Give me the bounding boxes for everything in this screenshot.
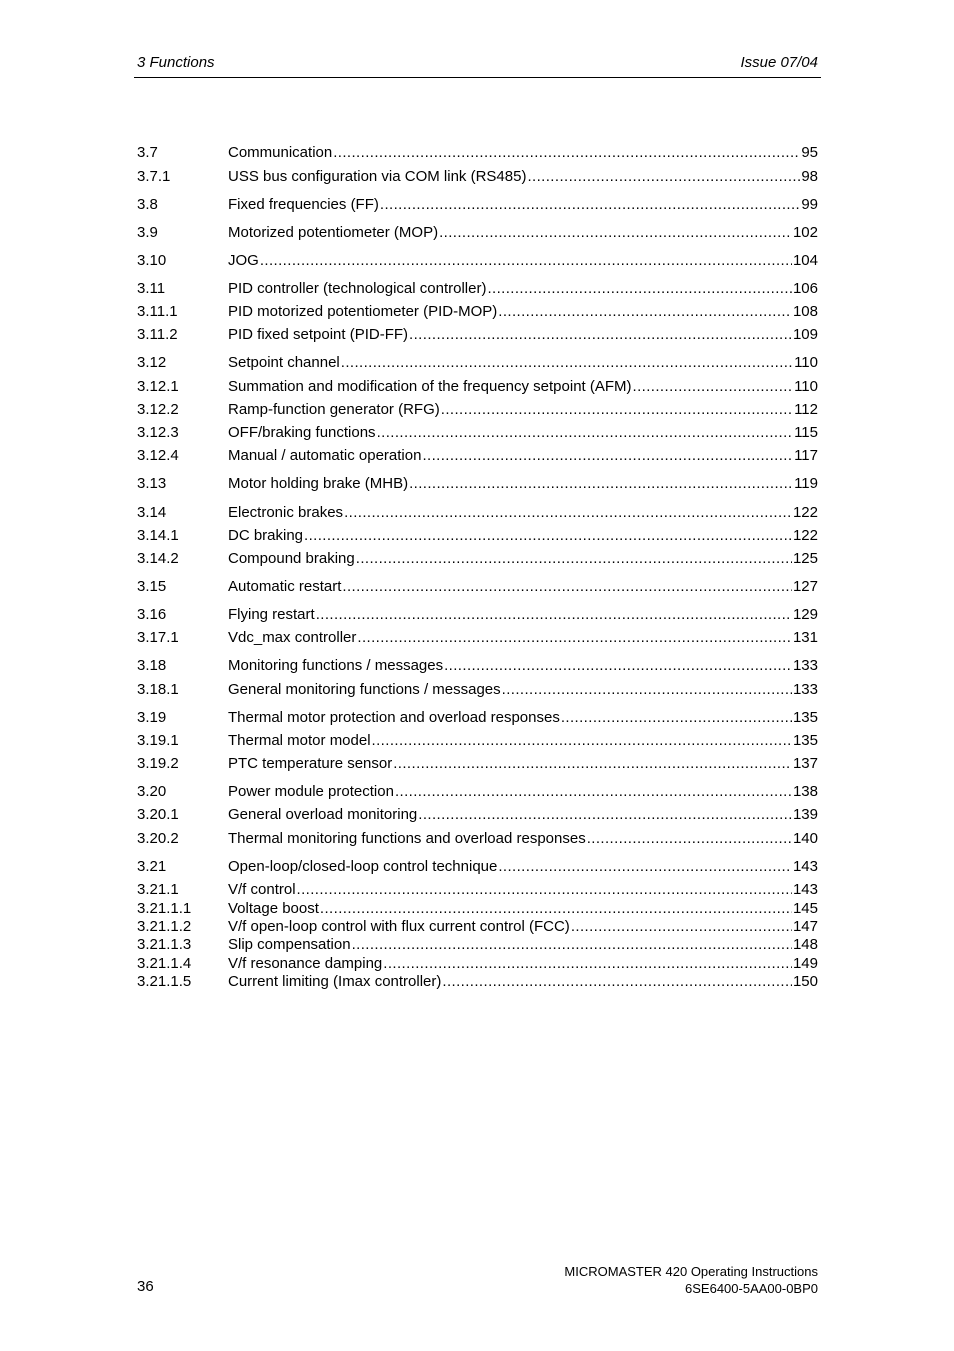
toc-section-number: 3.21.1.3 xyxy=(137,936,192,953)
toc-entry[interactable] xyxy=(0,251,954,271)
toc-entry-line xyxy=(228,279,818,299)
dot-leader xyxy=(498,302,792,322)
toc-entry-line xyxy=(228,503,818,523)
toc-entry-line xyxy=(228,526,818,546)
toc-section-title: Setpoint channel xyxy=(228,354,340,371)
toc-section-number: 3.18 xyxy=(137,657,167,674)
toc-entry-line xyxy=(228,423,818,443)
toc-section-number: 3.12.1 xyxy=(137,378,179,395)
toc-entry-line xyxy=(228,708,818,728)
toc-section-title: Current limiting (Imax controller) xyxy=(228,973,442,990)
dot-leader xyxy=(633,377,794,397)
toc-entry[interactable] xyxy=(0,279,954,299)
dot-leader xyxy=(320,899,792,919)
toc-section-number: 3.10 xyxy=(137,252,167,269)
toc-section-number: 3.12.2 xyxy=(137,401,179,418)
toc-page-number: 138 xyxy=(792,783,818,800)
toc-page-number: 131 xyxy=(792,629,818,646)
toc-entry-line xyxy=(228,167,818,187)
toc-section-number: 3.21.1 xyxy=(137,881,179,898)
toc-section-number: 3.20.1 xyxy=(137,806,179,823)
dot-leader xyxy=(439,223,792,243)
toc-entry[interactable] xyxy=(0,446,954,466)
toc-page-number: 108 xyxy=(792,303,818,320)
toc-entry[interactable] xyxy=(0,526,954,546)
toc-entry-line xyxy=(228,754,818,774)
toc-section-title: Compound braking xyxy=(228,550,355,567)
toc-section-title: Vdc_max controller xyxy=(228,629,357,646)
dot-leader xyxy=(487,279,792,299)
toc-entry[interactable] xyxy=(0,167,954,187)
toc-section-title: Flying restart xyxy=(228,606,315,623)
toc-section-title: PID motorized potentiometer (PID-MOP) xyxy=(228,303,498,320)
dot-leader xyxy=(418,805,792,825)
toc-entry-line xyxy=(228,577,818,597)
dot-leader xyxy=(571,917,792,937)
toc-section-number: 3.7 xyxy=(137,144,158,161)
toc-section-title: PID fixed setpoint (PID-FF) xyxy=(228,326,409,343)
toc-section-title: OFF/braking functions xyxy=(228,424,376,441)
toc-entry-line xyxy=(228,446,818,466)
toc-section-title: General monitoring functions / messages xyxy=(228,681,501,698)
toc-entry[interactable] xyxy=(0,954,954,974)
toc-entry[interactable] xyxy=(0,972,954,992)
toc-entry-line xyxy=(228,195,818,215)
toc-entry-line xyxy=(228,829,818,849)
toc-entry-line xyxy=(228,805,818,825)
dot-leader xyxy=(498,857,792,877)
toc-section-number: 3.15 xyxy=(137,578,167,595)
dot-leader xyxy=(297,880,792,900)
toc-entry-line xyxy=(228,954,818,974)
running-header-issue: Issue 07/04 xyxy=(740,54,818,71)
toc-page-number: 99 xyxy=(801,196,818,213)
dot-leader xyxy=(333,143,800,163)
toc-entry[interactable] xyxy=(0,377,954,397)
toc-section-number: 3.21.1.1 xyxy=(137,900,192,917)
toc-entry-line xyxy=(228,474,818,494)
dot-leader xyxy=(260,251,792,271)
toc-page-number: 143 xyxy=(792,858,818,875)
dot-leader xyxy=(587,829,792,849)
toc-entry[interactable] xyxy=(0,423,954,443)
toc-section-number: 3.19.1 xyxy=(137,732,179,749)
dot-leader xyxy=(357,628,792,648)
toc-entry-line xyxy=(228,223,818,243)
toc-page-number: 133 xyxy=(792,657,818,674)
toc-section-title: Thermal motor protection and overload responses xyxy=(228,709,560,726)
toc-section-title: PID controller (technological controller) xyxy=(228,280,487,297)
toc-entry[interactable] xyxy=(0,549,954,569)
toc-section-number: 3.21 xyxy=(137,858,167,875)
dot-leader xyxy=(527,167,800,187)
toc-entry[interactable] xyxy=(0,503,954,523)
toc-section-title: Ramp-function generator (RFG) xyxy=(228,401,440,418)
toc-entry[interactable] xyxy=(0,935,954,955)
toc-page-number: 145 xyxy=(792,900,818,917)
toc-page-number: 143 xyxy=(792,881,818,898)
toc-section-title: V/f open-loop control with flux current control (FCC) xyxy=(228,918,570,935)
toc-page-number: 110 xyxy=(794,378,818,395)
toc-section-number: 3.17.1 xyxy=(137,629,179,646)
toc-page-number: 150 xyxy=(792,973,818,990)
toc-section-number: 3.16 xyxy=(137,606,167,623)
toc-entry[interactable] xyxy=(0,325,954,345)
dot-leader xyxy=(356,549,792,569)
toc-section-title: General overload monitoring xyxy=(228,806,418,823)
toc-section-title: JOG xyxy=(228,252,259,269)
toc-entry[interactable] xyxy=(0,857,954,877)
toc-page-number: 140 xyxy=(792,830,818,847)
dot-leader xyxy=(441,400,793,420)
toc-entry-line xyxy=(228,935,818,955)
toc-section-number: 3.7.1 xyxy=(137,168,171,185)
toc-entry[interactable] xyxy=(0,400,954,420)
toc-entry-line xyxy=(228,782,818,802)
toc-section-title: USS bus configuration via COM link (RS485) xyxy=(228,168,527,185)
toc-entry[interactable] xyxy=(0,899,954,919)
toc-section-title: Electronic brakes xyxy=(228,504,344,521)
toc-section-title: Open-loop/closed-loop control technique xyxy=(228,858,498,875)
toc-section-title: PTC temperature sensor xyxy=(228,755,393,772)
toc-section-title: Communication xyxy=(228,144,333,161)
toc-page-number: 148 xyxy=(792,936,818,953)
toc-entry-line xyxy=(228,251,818,271)
toc-page-number: 137 xyxy=(792,755,818,772)
toc-section-title: DC braking xyxy=(228,527,304,544)
toc-section-number: 3.11 xyxy=(137,280,166,297)
toc-page-number: 122 xyxy=(792,504,818,521)
toc-entry-line xyxy=(228,325,818,345)
toc-entry[interactable] xyxy=(0,782,954,802)
toc-section-title: Monitoring functions / messages xyxy=(228,657,444,674)
toc-entry[interactable] xyxy=(0,195,954,215)
toc-entry-line xyxy=(228,549,818,569)
toc-entry-line xyxy=(228,400,818,420)
toc-entry[interactable] xyxy=(0,805,954,825)
toc-page-number: 133 xyxy=(792,681,818,698)
toc-section-number: 3.8 xyxy=(137,196,158,213)
toc-page-number: 115 xyxy=(794,424,818,441)
toc-page-number: 122 xyxy=(792,527,818,544)
toc-entry-line xyxy=(228,656,818,676)
toc-section-number: 3.12.3 xyxy=(137,424,179,441)
toc-page-number: 149 xyxy=(792,955,818,972)
toc-section-title: Automatic restart xyxy=(228,578,342,595)
toc-section-number: 3.18.1 xyxy=(137,681,179,698)
dot-leader xyxy=(352,935,792,955)
dot-leader xyxy=(344,503,792,523)
toc-section-number: 3.21.1.4 xyxy=(137,955,192,972)
toc-entry[interactable] xyxy=(0,754,954,774)
toc-section-title: Summation and modification of the frequency setpoint (AFM) xyxy=(228,378,632,395)
toc-section-title: Motorized potentiometer (MOP) xyxy=(228,224,439,241)
toc-page-number: 112 xyxy=(794,401,818,418)
toc-section-title: Fixed frequencies (FF) xyxy=(228,196,379,213)
toc-entry-line xyxy=(228,972,818,992)
page-number: 36 xyxy=(137,1278,154,1295)
toc-entry[interactable] xyxy=(0,829,954,849)
toc-section-number: 3.21.1.2 xyxy=(137,918,192,935)
toc-page-number: 109 xyxy=(792,326,818,343)
dot-leader xyxy=(342,577,792,597)
toc-page-number: 147 xyxy=(792,918,818,935)
dot-leader xyxy=(422,446,793,466)
dot-leader xyxy=(372,731,792,751)
dot-leader xyxy=(444,656,792,676)
toc-section-number: 3.12.4 xyxy=(137,447,179,464)
toc-entry[interactable] xyxy=(0,605,954,625)
toc-page-number: 119 xyxy=(794,475,818,492)
toc-entry[interactable] xyxy=(0,474,954,494)
toc-section-number: 3.14.1 xyxy=(137,527,179,544)
toc-page-number: 129 xyxy=(792,606,818,623)
toc-entry-line xyxy=(228,680,818,700)
toc-entry[interactable] xyxy=(0,302,954,322)
toc-entry[interactable] xyxy=(0,223,954,243)
toc-page-number: 117 xyxy=(794,447,818,464)
toc-section-number: 3.20.2 xyxy=(137,830,179,847)
toc-entry-line xyxy=(228,353,818,373)
dot-leader xyxy=(502,680,792,700)
toc-entry-line xyxy=(228,302,818,322)
toc-entry[interactable] xyxy=(0,680,954,700)
toc-entry-line xyxy=(228,605,818,625)
toc-section-title: Slip compensation xyxy=(228,936,351,953)
dot-leader xyxy=(395,782,792,802)
toc-entry-line xyxy=(228,899,818,919)
footer-product: MICROMASTER 420 Operating Instructions xyxy=(564,1264,818,1279)
toc-entry-line xyxy=(228,857,818,877)
dot-leader xyxy=(341,353,793,373)
toc-page-number: 139 xyxy=(792,806,818,823)
toc-section-number: 3.12 xyxy=(137,354,167,371)
toc-section-title: V/f control xyxy=(228,881,296,898)
toc-page-number: 110 xyxy=(794,354,818,371)
dot-leader xyxy=(383,954,792,974)
toc-page-number: 104 xyxy=(792,252,818,269)
toc-section-number: 3.14.2 xyxy=(137,550,179,567)
toc-page-number: 135 xyxy=(792,709,818,726)
toc-entry[interactable] xyxy=(0,656,954,676)
toc-section-title: Voltage boost xyxy=(228,900,319,917)
toc-section-number: 3.9 xyxy=(137,224,158,241)
toc-entry[interactable] xyxy=(0,708,954,728)
toc-entry-line xyxy=(228,731,818,751)
toc-entry-line xyxy=(228,377,818,397)
toc-section-title: Motor holding brake (MHB) xyxy=(228,475,409,492)
toc-section-number: 3.11.2 xyxy=(137,326,178,343)
header-divider xyxy=(134,77,821,78)
toc-entry[interactable] xyxy=(0,731,954,751)
toc-page-number: 95 xyxy=(801,144,818,161)
dot-leader xyxy=(442,972,792,992)
toc-page-number: 135 xyxy=(792,732,818,749)
toc-entry[interactable] xyxy=(0,880,954,900)
toc-entry[interactable] xyxy=(0,143,954,163)
toc-page-number: 127 xyxy=(792,578,818,595)
running-header-section: 3 Functions xyxy=(137,54,215,71)
toc-entry[interactable] xyxy=(0,917,954,937)
toc-section-number: 3.21.1.5 xyxy=(137,973,192,990)
toc-section-title: Manual / automatic operation xyxy=(228,447,422,464)
toc-entry-line xyxy=(228,917,818,937)
dot-leader xyxy=(409,325,792,345)
toc-section-number: 3.19 xyxy=(137,709,167,726)
toc-entry-line xyxy=(228,143,818,163)
footer-order-number: 6SE6400-5AA00-0BP0 xyxy=(685,1281,818,1296)
toc-section-title: Thermal monitoring functions and overload responses xyxy=(228,830,586,847)
dot-leader xyxy=(561,708,792,728)
toc-section-title: Thermal motor model xyxy=(228,732,371,749)
toc-section-number: 3.20 xyxy=(137,783,167,800)
dot-leader xyxy=(377,423,794,443)
toc-page-number: 106 xyxy=(792,280,818,297)
toc-entry[interactable] xyxy=(0,353,954,373)
toc-page-number: 102 xyxy=(792,224,818,241)
toc-section-title: V/f resonance damping xyxy=(228,955,383,972)
dot-leader xyxy=(393,754,792,774)
dot-leader xyxy=(304,526,792,546)
dot-leader xyxy=(409,474,793,494)
dot-leader xyxy=(380,195,800,215)
toc-section-title: Power module protection xyxy=(228,783,394,800)
toc-entry-line xyxy=(228,880,818,900)
toc-entry[interactable] xyxy=(0,577,954,597)
toc-section-number: 3.14 xyxy=(137,504,167,521)
toc-section-number: 3.19.2 xyxy=(137,755,179,772)
toc-entry[interactable] xyxy=(0,628,954,648)
toc-entry-line xyxy=(228,628,818,648)
toc-section-number: 3.11.1 xyxy=(137,303,178,320)
toc-section-number: 3.13 xyxy=(137,475,167,492)
toc-page-number: 98 xyxy=(801,168,818,185)
dot-leader xyxy=(316,605,792,625)
toc-page-number: 125 xyxy=(792,550,818,567)
